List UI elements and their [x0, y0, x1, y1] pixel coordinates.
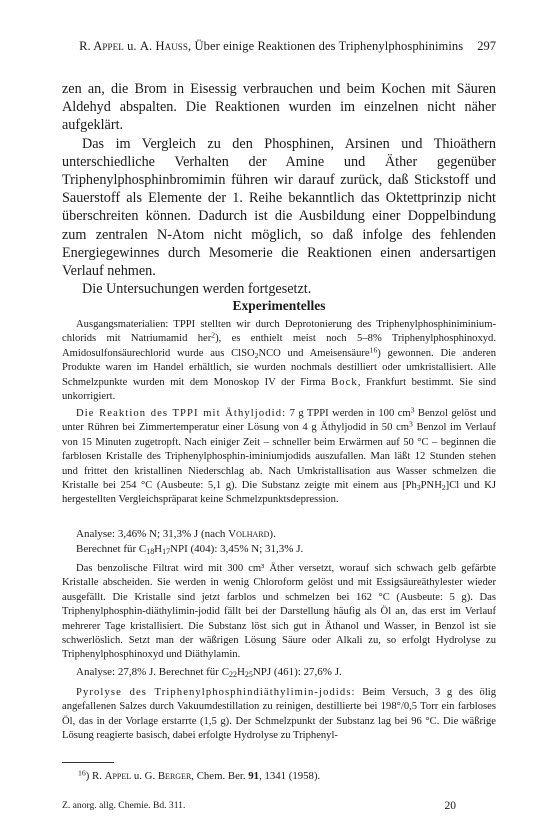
running-header [62, 39, 496, 54]
footnote-rule [62, 762, 114, 763]
exp-paragraph-filtrate: Das benzolische Filtrat wird mit 300 cm³ Äther versetzt, worauf sich schwach gelb gefärbte Kristalle abscheiden. Sie werden in wenig Chloroform gelöst und mit Essigsäureäthylester wieder ausgefällt. Die Kristalle sind jetzt farblos und schmelzen bei 162 °C (Ausbeute: 5 g). Das Triphenylphosphin-diäthylimin-jodid fällt bei der Darstellung häufig als Öl an, das erst im Verlauf mehrerer Tage kristallisiert. Die Substanz löst sich gut in Äthanol und Wasser, in Benzol ist sie schwerlöslich. Setzt man der wäßrigen Lösung Säure oder Alkali zu, so erfolgt Hydrolyse zu Triphenylphosphinoxyd und Diäthylamin. [62, 563, 496, 661]
paragraph-lead: Pyrolyse des Triphenylphosphindiäthylimin-jodids: [76, 687, 356, 698]
footnote: $^{16}$) R. Appel u. G. Berger, Chem. Ber. 91, 1341 (1958). [78, 768, 321, 782]
paragraph-2: Das im Vergleich zu den Phosphinen, Arsinen und Thioäthern unterschiedliche Verhalten der Amine und Äther gegenüber Triphenylphosphinbromimin führen wir darauf zurück, daß Stickstoff und Sauerstoff als Elemente der 1. Reihe bekanntlich das Oktettprinzip nicht überschreiten können. Dadurch ist die Ausbildung einer Doppelbindung zum zentralen N-Atom nicht möglich, so daß infolge des fehlenden Energiegewinnes durch Mesomerie die Reaktionen einen andersartigen Verlauf nehmen. [62, 135, 496, 280]
exp-paragraph-pyrolysis: Pyrolyse des Triphenylphosphindiäthylimin-jodids: Beim Versuch, 3 g des ölig angefallenen Salzes durch Vakuumdestillation zu reinigen, destillierte bei 198°/0,5 Torr ein farbloses Öl, das in der Vorlage erstarrte (1,5 g). Der Schmelzpunkt der Substanz lag bei 96 °C. Die wäßrige Lösung reagierte basisch, dabei erfolgte Hydrolyse zu Triphenyl- [62, 687, 497, 742]
page-number: 297 [477, 39, 496, 53]
signature-mark: 20 [444, 800, 456, 812]
section-title: Experimentelles [232, 298, 326, 313]
paragraph-3: Die Untersuchungen werden fortgesetzt. [82, 281, 312, 298]
running-title: R. Appel u. A. Hauss, Über einige Reaktionen des Triphenylphosphinimins [79, 39, 464, 53]
analysis-1 [76, 527, 496, 556]
analysis-found: Analyse: 3,46% N; 31,3% J (nach Volhard). [76, 528, 276, 540]
page-footer [62, 800, 496, 812]
journal-line: Z. anorg. allg. Chemie. Bd. 311. [62, 800, 186, 811]
analysis-calculated: Berechnet für $C_{18}H_{17}NPI$ (404): 3,45% N; 31,3% J. [76, 542, 304, 556]
body-text [62, 80, 496, 298]
exp-paragraph-materials: Ausgangsmaterialien: TPPI stellten wir durch Deprotonierung des Triphenylphosphiniminium-chlorids mit Natriumamid her$^2$), es enthielt meist noch 5–8% Triphenylphosphinoxyd. Amidosulfonsäurechlorid wurde aus ClSO$_2$NCO und Ameisensäure$^{16}$) gewonnen. Die anderen Produkte waren im Handel erhältlich, sie wurden nochmals destilliert oder umkristallisiert. Alle Schmelzpunkte wurden mit dem Monoskop IV der Firma Bock, Frankfurt bestimmt. Sie sind unkorrigiert. [62, 319, 497, 403]
exp-paragraph-ethyl-iodide: Die Reaktion des TPPI mit Äthyljodid: 7 g TPPI werden in 100 $cm^3$ Benzol gelöst und unter Rühren bei Zimmertemperatur einer Lösung von 4 g Äthyljodid in 50 $cm^3$ Benzol im Verlauf von 15 Minuten zugetropft. Nach einiger Zeit – schneller beim Erwärmen auf 50 °C – beginnen die farblosen Kristalle des Triphenylphosphin-iminiumjodids auszufallen. Man läßt 12 Stunden stehen und frittet den kristallinen Niederschlag ab. Nach Umkristallisation aus Wasser schmelzen die Kristalle bei 254 °C (Ausbeute: 5,1 g). Die Substanz zeigte mit einem aus $[Ph_3PNH_2]Cl$ und KJ hergestellten Vergleichspräparat keine Schmelzpunktsdepression. [62, 405, 497, 506]
paragraph-lead: Die Reaktion des TPPI mit Äthyljodid: [76, 408, 287, 419]
paragraph-1: zen an, die Brom in Eisessig verbrauchen und beim Kochen mit Säuren Aldehyd abspalten. Die Reaktionen wurden im einzelnen nicht näher aufgeklärt. [62, 81, 496, 134]
analysis-2: Analyse: 27,8% J. Berechnet für $C_{22}H_{25}NPJ$ (461): 27,6% J. [76, 666, 342, 679]
